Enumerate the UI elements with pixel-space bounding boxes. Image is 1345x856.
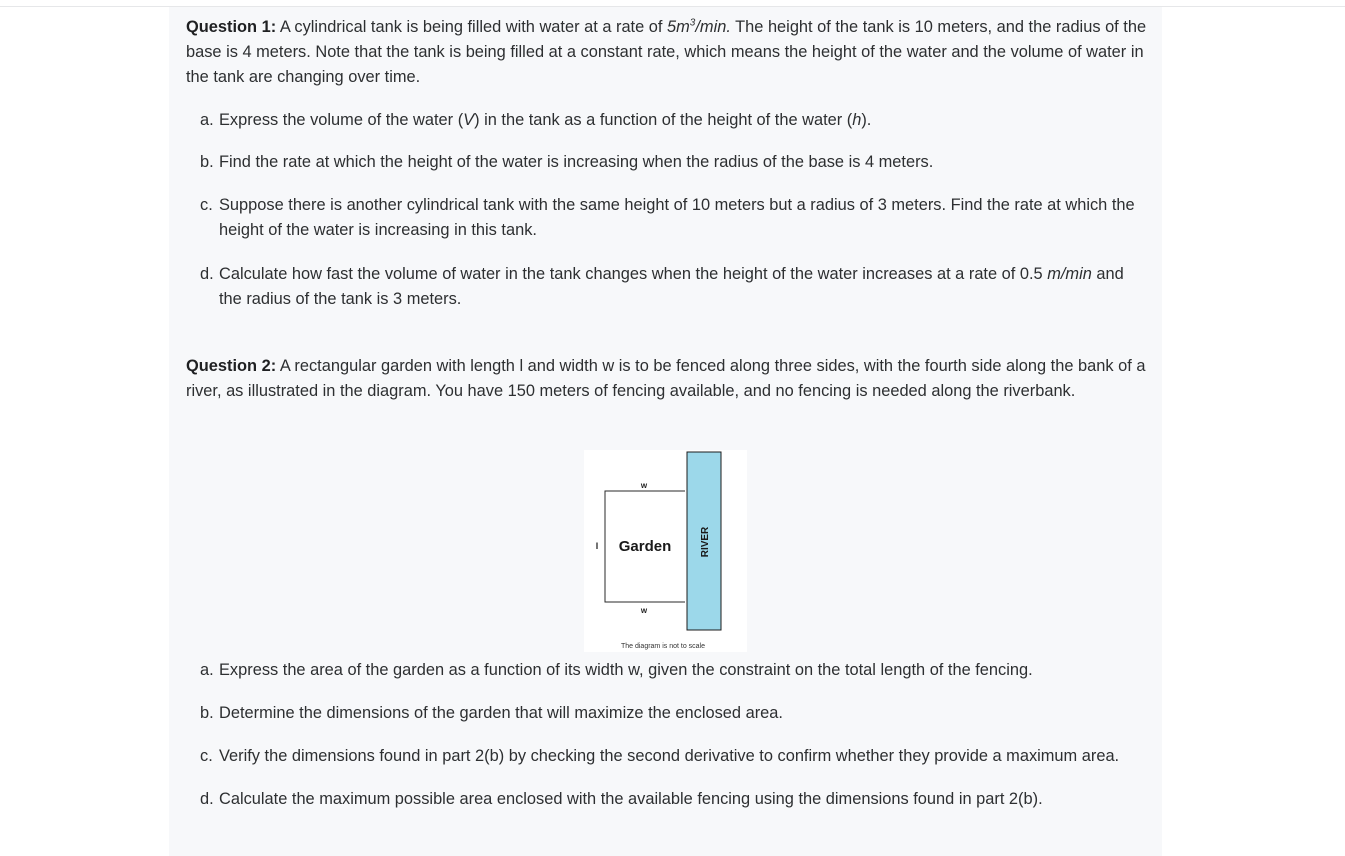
question-2-parts [186, 658, 1148, 812]
question-2-part-b: b. Determine the dimensions of the garden that will maximize the enclosed area. [200, 704, 783, 722]
question-content [186, 15, 1148, 812]
question-2-label: Question 2: [186, 357, 277, 375]
question-2-intro: Question 2: A rectangular garden with length l and width w is to be fenced along three sides, with the fourth side along the bank of a river, as illustrated in the diagram. You have 150 meters of fencing available, and no fencing is needed along the riverbank. [186, 357, 1146, 400]
length-label: l [595, 541, 599, 551]
garden-label: Garden [618, 538, 672, 555]
garden-diagram [584, 450, 747, 652]
question-1-part-a: a. Express the volume of the water (V) in the tank as a function of the height of the water (h). [200, 111, 872, 129]
question-2-part-d: d. Calculate the maximum possible area enclosed with the available fencing using the dimensions found in part 2(b). [200, 790, 1043, 808]
question-1-intro: Question 1: A cylindrical tank is being filled with water at a rate of $5m^3/\min$. The height of the tank is 10 meters, and the radius of the base is 4 meters. Note that the tank is being filled at a constant rate, which means the height of the water and the volume of water in the tank are changing over time. [186, 17, 1147, 86]
question-1-part-b: b. Find the rate at which the height of the water is increasing when the radius of the base is 4 meters. [200, 153, 934, 171]
river-label: RIVER [700, 526, 711, 558]
fill-rate: $5m^3/\min$. [667, 17, 731, 36]
question-1-label: Question 1: [186, 18, 277, 36]
width-label-bottom: w [640, 606, 648, 615]
diagram-caption: The diagram is not to scale [620, 643, 706, 650]
question-2-part-a: a. Express the area of the garden as a function of its width w, given the constraint on the total length of the fencing. [200, 661, 1033, 679]
width-label-top: w [640, 481, 648, 490]
question-1-part-c: c. Suppose there is another cylindrical tank with the same height of 10 meters but a radius of 3 meters. Find the rate at which the height of the water is increasing in this tank. [200, 196, 1135, 239]
question-1-parts [186, 108, 1148, 312]
question-1-part-d: d. Calculate how fast the volume of water in the tank changes when the height of the water increases at a rate of 0.5 m/min and the radius of the tank is 3 meters. [200, 265, 1124, 308]
garden-diagram-svg [584, 450, 747, 652]
question-2-part-c: c. Verify the dimensions found in part 2(b) by checking the second derivative to confirm whether they provide a maximum area. [200, 747, 1120, 765]
